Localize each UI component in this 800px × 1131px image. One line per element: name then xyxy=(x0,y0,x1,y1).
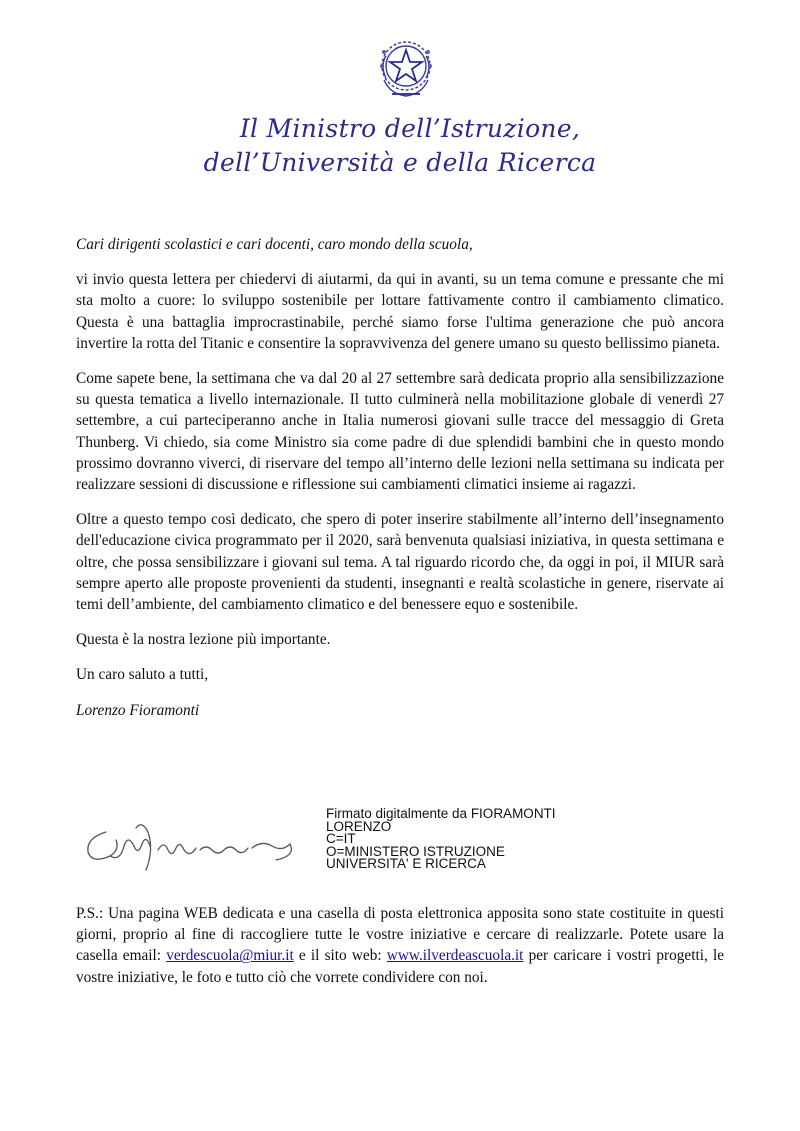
paragraph-1: vi invio questa lettera per chiedervi di aiutarmi, da qui in avanti, su un tema comune e pressante che mi sta molto a cuore: lo sviluppo sostenibile per lottare fattivamente contro il cambiamento climatico. Questa è una battaglia improcrastinabile, perché siamo forse l'ultima generazione che può ancora invertire la rotta del Titanic e consentire la sopravvivenza del genere umano su questo bellissimo pianeta. xyxy=(76,271,724,352)
ps-text-2: e il sito web: xyxy=(293,947,387,965)
signer-name: Lorenzo Fioramonti xyxy=(76,701,200,719)
italian-republic-emblem-icon xyxy=(376,36,436,102)
ministry-title-line2: dell’Università e della Ricerca xyxy=(203,148,597,177)
postscript-paragraph xyxy=(76,903,724,988)
salutation: Cari dirigenti scolastici e cari docenti, caro mondo della scuola, xyxy=(76,236,473,253)
digital-signature-line: Firmato digitalmente da FIORAMONTI xyxy=(326,806,556,821)
letter-body xyxy=(76,234,724,735)
signature-block xyxy=(76,790,724,886)
digital-signature-line: C=IT xyxy=(326,831,356,846)
digital-signature-line: O=MINISTERO ISTRUZIONE xyxy=(326,843,505,859)
ps-text-1: P.S.: Una pagina WEB dedicata e una casella di posta elettronica apposita sono state costituite in questi giorni, proprio al fine di raccogliere tutte le vostre iniziative e cercare di realizzarle. Potete usare la casella email: xyxy=(76,905,724,965)
ministry-title xyxy=(0,112,800,180)
digital-signature-line: UNIVERSITA' E RICERCA xyxy=(326,856,486,871)
digital-signature-text xyxy=(326,808,556,871)
ps-text-3: per caricare i vostri progetti, le vostre iniziative, le foto e tutto ciò che vorrete condividere con noi. xyxy=(76,947,724,986)
postscript xyxy=(76,903,724,988)
paragraph-4: Questa è la nostra lezione più importante. xyxy=(76,631,331,649)
closing: Un caro saluto a tutti, xyxy=(76,666,209,684)
email-link[interactable]: verdescuola@miur.it xyxy=(166,947,294,965)
ministry-title-line1: Il Ministro dell’Istruzione, xyxy=(239,114,581,143)
paragraph-3: Oltre a questo tempo così dedicato, che spero di poter inserire stabilmente all’interno dell’insegnamento dell'educazione civica programmato per il 2020, sarà benvenuta qualsiasi iniziativa, in questa settimana e oltre, che possa sensibilizzare i giovani sul tema. A tal riguardo ricordo che, da oggi in poi, il MIUR sarà sempre aperto alle proposte provenienti da studenti, insegnanti e realtà scolastiche in genere, riservate ai temi dell’ambiente, del cambiamento climatico e del benessere equo e sostenibile. xyxy=(76,511,724,614)
website-link[interactable]: www.ilverdeascuola.it xyxy=(386,947,524,965)
handwritten-signature-icon xyxy=(76,810,306,880)
paragraph-2: Come sapete bene, la settimana che va dal 20 al 27 settembre sarà dedicata proprio alla sensibilizzazione su questa tematica a livello internazionale. Il tutto culminerà nella mobilitazione globale di venerdì 27 settembre, a cui parteciperanno anche in Italia numerosi giovani sulle tracce del messaggio di Greta Thunberg. Vi chiedo, sia come Ministro sia come padre di due splendidi bambini che in questo mondo prossimo dovranno viverci, di riservare del tempo all’interno delle lezioni nella settimana su indicata per realizzare sessioni di discussione e riflessione sui cambiamenti climatici insieme ai ragazzi. xyxy=(76,370,724,494)
digital-signature-line: LORENZO xyxy=(326,818,392,834)
